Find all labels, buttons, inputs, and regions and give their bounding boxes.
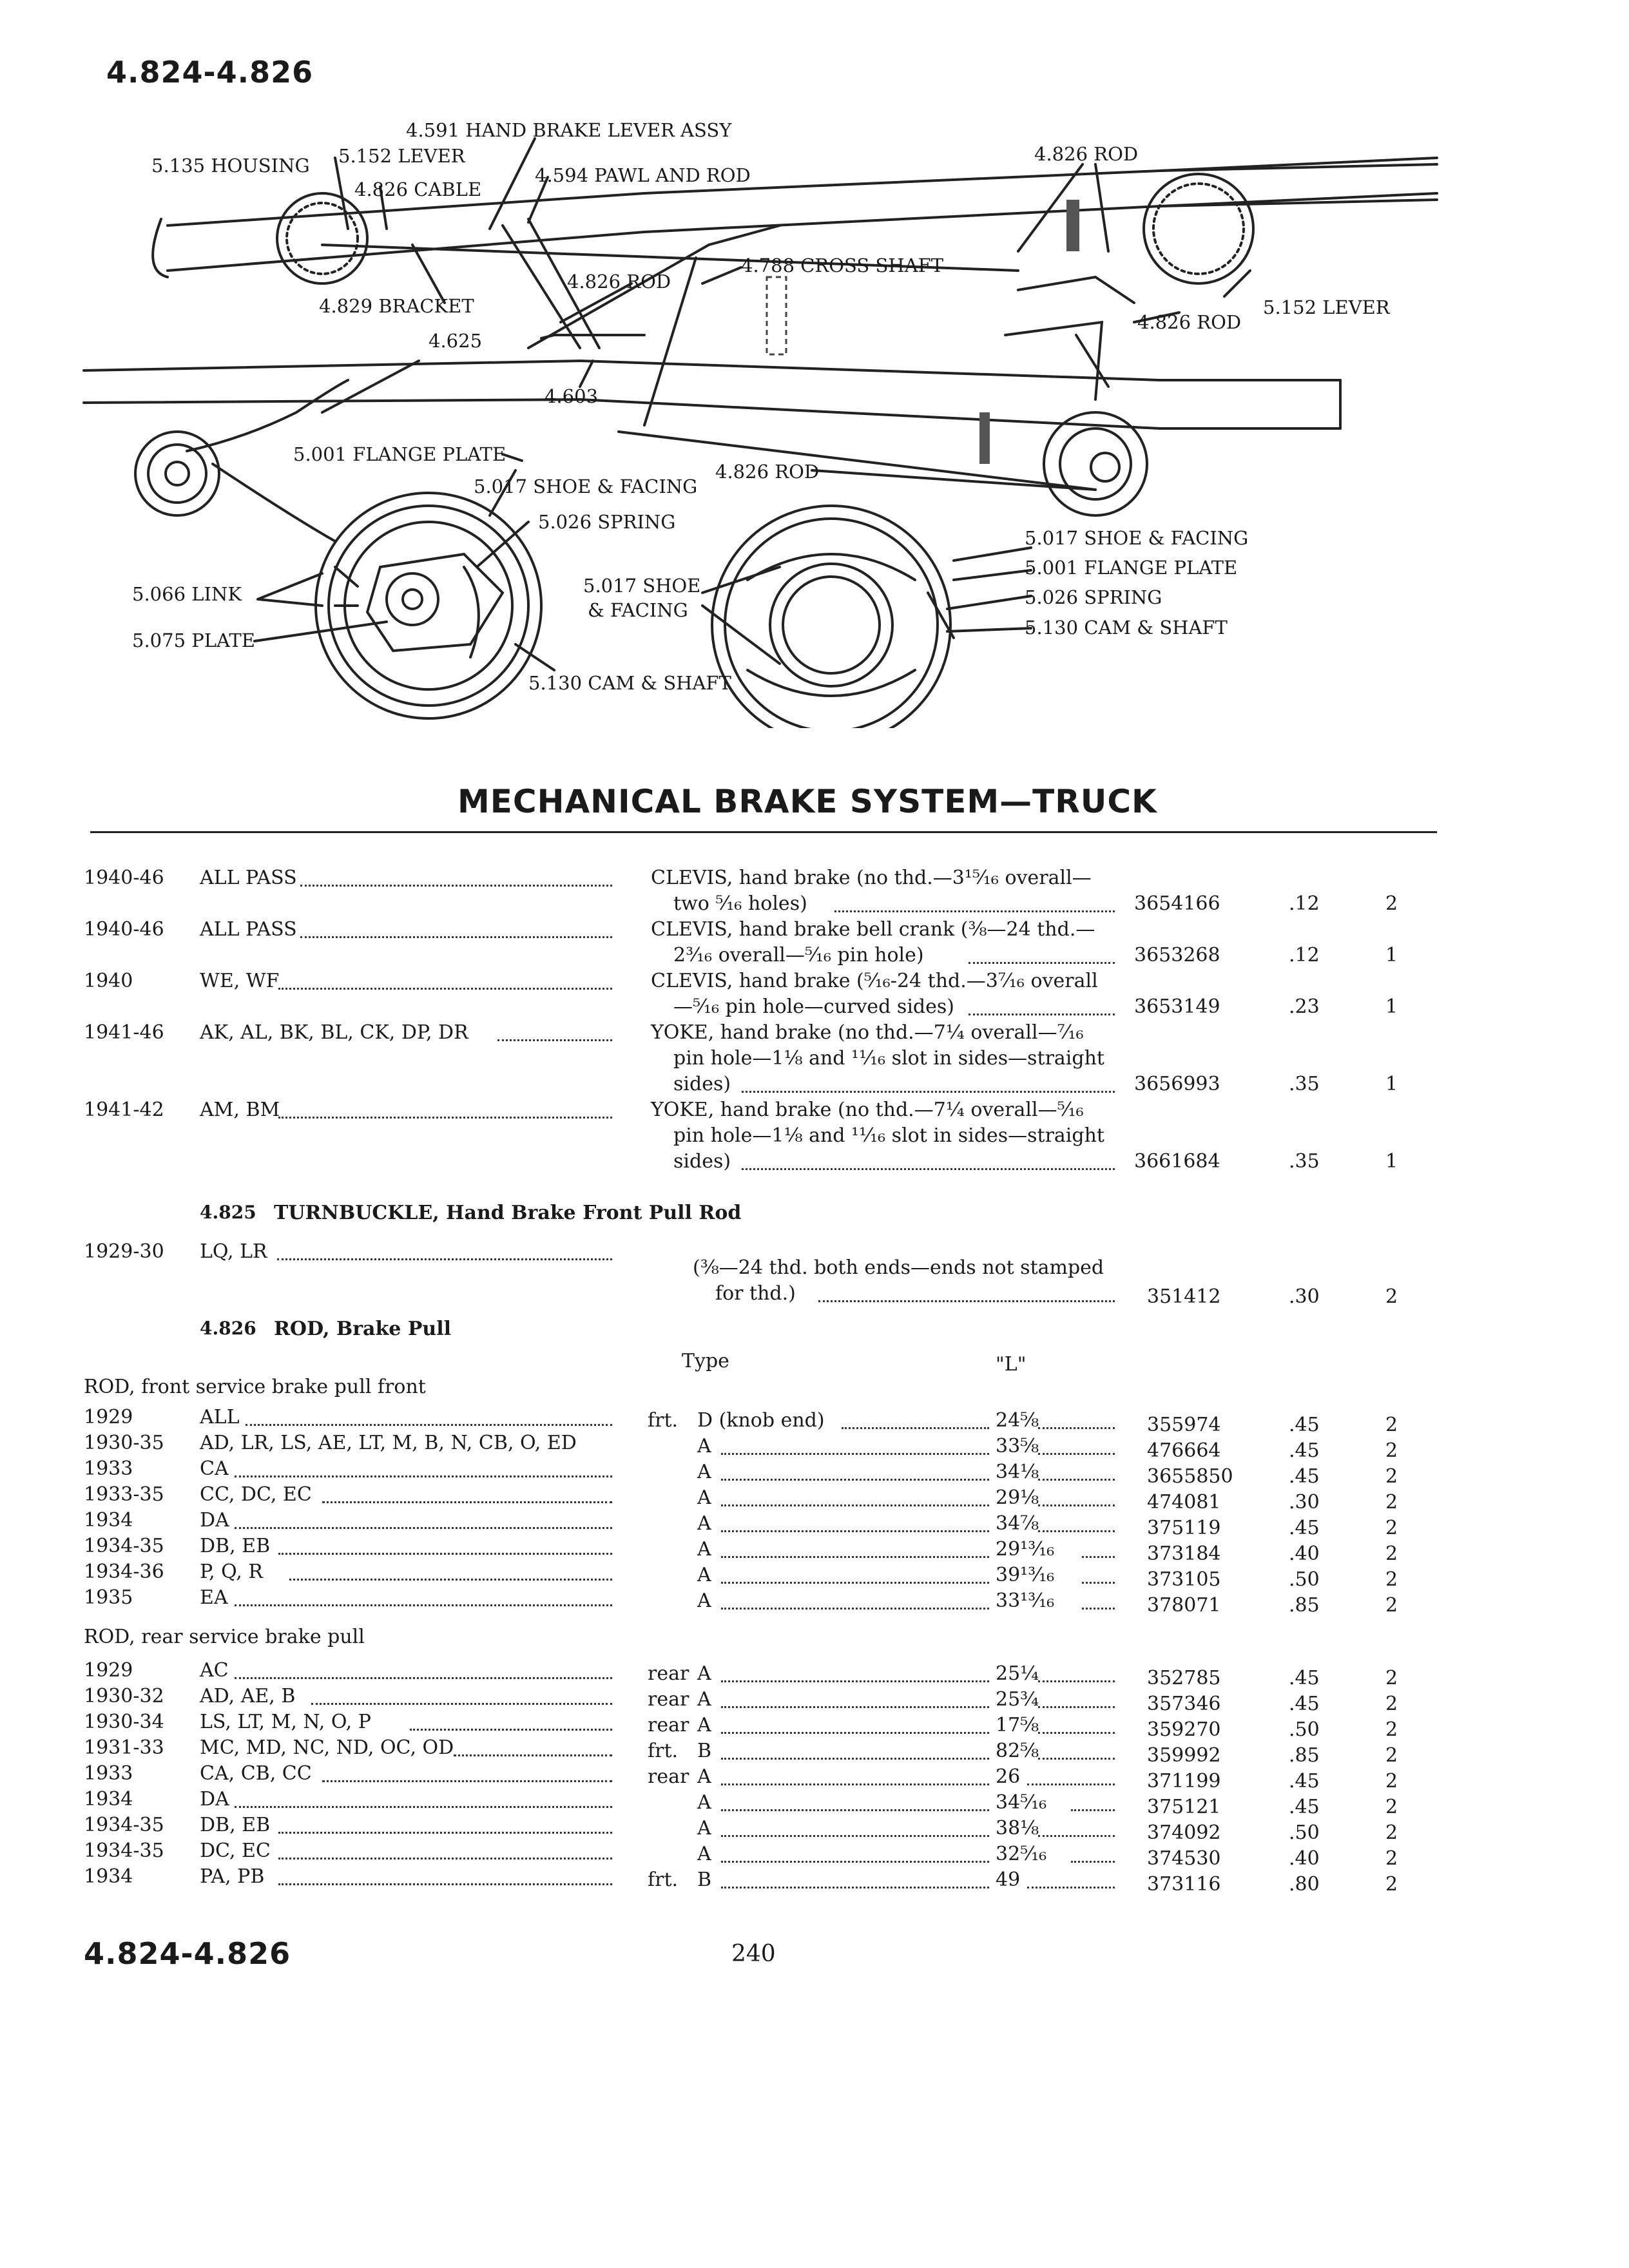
description-line: pin hole—1⅛ and ¹¹⁄₁₆ slot in sides—straight [673, 1047, 1104, 1070]
year-cell: 1929-30 [84, 1240, 164, 1263]
models-cell: MC, MD, NC, ND, OC, OD [200, 1736, 454, 1759]
price: .12 [1289, 892, 1320, 915]
callout-spring-left: 5.026 SPRING [538, 511, 676, 533]
price: .85 [1289, 1744, 1320, 1767]
length-cell: 26 [996, 1765, 1021, 1788]
dot-leader [721, 1835, 989, 1837]
models-cell: LS, LT, M, N, O, P [200, 1711, 371, 1733]
type-cell: A [697, 1817, 711, 1840]
subheading-code-4826: 4.826 [200, 1318, 256, 1339]
length-cell: 34⅛ [996, 1461, 1039, 1483]
part-number: 476664 [1147, 1439, 1221, 1462]
dot-leader [235, 1604, 612, 1606]
length-cell: 34⅞ [996, 1512, 1039, 1535]
length-cell: 33⅝ [996, 1435, 1039, 1457]
dot-leader [1038, 1835, 1115, 1837]
quantity: 2 [1385, 1770, 1398, 1792]
dot-leader [235, 1475, 612, 1477]
price: .35 [1289, 1073, 1320, 1095]
type-cell: A [697, 1538, 711, 1561]
models-cell: PA, PB [200, 1865, 265, 1888]
dot-leader [742, 1168, 1115, 1170]
quantity: 1 [1385, 995, 1398, 1018]
quantity: 2 [1385, 1465, 1398, 1488]
dot-leader [721, 1530, 989, 1532]
dot-leader [1038, 1427, 1115, 1429]
dot-leader [842, 1427, 989, 1429]
dot-leader [278, 1832, 612, 1834]
part-number: 378071 [1147, 1594, 1221, 1617]
type-cell: A [697, 1843, 711, 1865]
price: .23 [1289, 995, 1320, 1018]
part-number: 375119 [1147, 1517, 1221, 1539]
part-number: 359992 [1147, 1744, 1221, 1767]
column-header-L: "L" [996, 1353, 1027, 1376]
description-line: YOKE, hand brake (no thd.—7¼ overall—⁷⁄₁₆ [651, 1021, 1084, 1044]
models-cell: DC, EC [200, 1840, 271, 1862]
year-cell: 1930-34 [84, 1711, 164, 1733]
callout-4603: 4.603 [545, 385, 599, 407]
dot-leader [1038, 1732, 1115, 1734]
callout-bracket: 4.829 BRACKET [319, 295, 474, 317]
year-cell: 1929 [84, 1406, 133, 1428]
quantity: 2 [1385, 1847, 1398, 1870]
models-cell: LQ, LR [200, 1240, 267, 1263]
dot-leader [1071, 1861, 1115, 1863]
callout-4625: 4.625 [429, 330, 483, 352]
length-cell: 49 [996, 1869, 1021, 1891]
quantity: 2 [1385, 1414, 1398, 1436]
dot-leader [721, 1504, 989, 1506]
part-number: 3654166 [1134, 892, 1220, 915]
models-cell: DB, EB [200, 1814, 271, 1836]
type-cell: A [697, 1564, 711, 1586]
position-cell: frt. [648, 1740, 679, 1762]
length-cell: 39¹³⁄₁₆ [996, 1564, 1055, 1586]
dot-leader [721, 1608, 989, 1610]
callout-housing: 5.135 HOUSING [151, 155, 310, 177]
year-cell: 1941-46 [84, 1021, 164, 1044]
dot-leader [1027, 1783, 1115, 1785]
dot-leader [278, 1117, 612, 1119]
callout-facing-center: & FACING [588, 599, 688, 621]
dot-leader [721, 1479, 989, 1481]
price: .45 [1289, 1667, 1320, 1689]
part-number: 375121 [1147, 1796, 1221, 1818]
dot-leader [1038, 1758, 1115, 1760]
price: .45 [1289, 1465, 1320, 1488]
callout-flange-plate-right: 5.001 FLANGE PLATE [1025, 557, 1238, 579]
models-cell: DA [200, 1788, 229, 1811]
part-number: 355974 [1147, 1414, 1221, 1436]
dot-leader [742, 1091, 1115, 1093]
type-cell: A [697, 1765, 711, 1788]
callout-spring-right: 5.026 SPRING [1025, 586, 1162, 608]
models-cell: DB, EB [200, 1535, 271, 1557]
callout-cross-shaft: 4.788 CROSS SHAFT [741, 255, 944, 276]
part-number: 374092 [1147, 1821, 1221, 1844]
length-cell: 17⅝ [996, 1714, 1039, 1736]
dot-leader [300, 885, 612, 887]
part-number: 374530 [1147, 1847, 1221, 1870]
year-cell: 1935 [84, 1586, 133, 1609]
dot-leader [235, 1677, 612, 1679]
part-number: 359270 [1147, 1718, 1221, 1741]
dot-leader [721, 1453, 989, 1455]
dot-leader [969, 962, 1115, 964]
dot-leader [322, 1780, 612, 1782]
price: .50 [1289, 1821, 1320, 1844]
dot-leader [1082, 1582, 1115, 1584]
subheading-title-4826: ROD, Brake Pull [274, 1318, 451, 1340]
type-cell: A [697, 1512, 711, 1535]
dot-leader [278, 988, 612, 990]
year-cell: 1934 [84, 1509, 133, 1532]
price: .45 [1289, 1770, 1320, 1792]
front-rod-heading: ROD, front service brake pull front [84, 1376, 426, 1398]
dot-leader [1027, 1887, 1115, 1888]
part-number: 357346 [1147, 1693, 1221, 1715]
part-number: 373116 [1147, 1873, 1221, 1896]
length-cell: 34⁵⁄₁₆ [996, 1791, 1047, 1814]
type-cell: A [697, 1486, 711, 1509]
dot-leader [1038, 1530, 1115, 1532]
type-cell: B [697, 1740, 712, 1762]
dot-leader [278, 1858, 612, 1860]
position-cell: rear [648, 1765, 689, 1788]
quantity: 2 [1385, 1491, 1398, 1514]
models-cell: P, Q, R [200, 1561, 263, 1583]
callout-cam-shaft-right: 5.130 CAM & SHAFT [1025, 617, 1228, 639]
type-cell: A [697, 1435, 711, 1457]
subheading-title-4825: TURNBUCKLE, Hand Brake Front Pull Rod [274, 1202, 742, 1224]
price: .45 [1289, 1693, 1320, 1715]
models-cell: AK, AL, BK, BL, CK, DP, DR [200, 1021, 468, 1044]
description-line: sides) [673, 1150, 731, 1173]
callout-lever-left: 5.152 LEVER [338, 145, 465, 167]
part-number: 3661684 [1134, 1150, 1220, 1173]
page-header-code: 4.824-4.826 [106, 55, 314, 90]
callout-rod-bottom: 4.826 ROD [715, 461, 820, 483]
dot-leader [289, 1579, 612, 1581]
type-cell: A [697, 1662, 711, 1685]
dot-leader [721, 1887, 989, 1888]
dot-leader [1071, 1809, 1115, 1811]
dot-leader [721, 1706, 989, 1708]
length-cell: 82⅝ [996, 1740, 1039, 1762]
dot-leader [1038, 1479, 1115, 1481]
dot-leader [818, 1300, 1115, 1302]
type-cell: A [697, 1688, 711, 1711]
dot-leader [721, 1732, 989, 1734]
page-number: 240 [731, 1941, 776, 1967]
rear-rod-heading: ROD, rear service brake pull [84, 1626, 365, 1648]
dot-leader [721, 1758, 989, 1760]
price: .85 [1289, 1594, 1320, 1617]
year-cell: 1940 [84, 970, 133, 992]
page-footer-code: 4.824-4.826 [84, 1936, 291, 1971]
dot-leader [721, 1556, 989, 1558]
price: .30 [1289, 1285, 1320, 1308]
year-cell: 1941-42 [84, 1099, 164, 1121]
quantity: 1 [1385, 1073, 1398, 1095]
subheading-code-4825: 4.825 [200, 1202, 256, 1223]
models-cell: AD, LR, LS, AE, LT, M, B, N, CB, O, ED [200, 1432, 577, 1454]
callout-shoe-facing-right: 5.017 SHOE & FACING [1025, 527, 1249, 549]
dot-leader [721, 1582, 989, 1584]
quantity: 2 [1385, 1693, 1398, 1715]
price: .45 [1289, 1414, 1320, 1436]
description-line: CLEVIS, hand brake (no thd.—3¹⁵⁄₁₆ overall— [651, 867, 1092, 889]
year-cell: 1940-46 [84, 867, 164, 889]
length-cell: 24⅝ [996, 1409, 1039, 1432]
dot-leader [1082, 1556, 1115, 1558]
callout-plate: 5.075 PLATE [132, 629, 255, 651]
price: .80 [1289, 1873, 1320, 1896]
part-number: 3653268 [1134, 944, 1220, 966]
models-cell: WE, WF [200, 970, 280, 992]
description-line: —⁵⁄₁₆ pin hole—curved sides) [673, 995, 954, 1018]
part-number: 373184 [1147, 1542, 1221, 1565]
description-line: YOKE, hand brake (no thd.—7¼ overall—⁵⁄₁₆ [651, 1099, 1084, 1121]
dot-leader [1038, 1706, 1115, 1708]
price: .30 [1289, 1491, 1320, 1514]
description-line: CLEVIS, hand brake (⁵⁄₁₆-24 thd.—3⁷⁄₁₆ overall [651, 970, 1098, 992]
description-line: CLEVIS, hand brake bell crank (⅜—24 thd.— [651, 918, 1095, 941]
quantity: 2 [1385, 1594, 1398, 1617]
part-number: 351412 [1147, 1285, 1221, 1308]
length-cell: 29¹³⁄₁₆ [996, 1538, 1055, 1561]
callout-link: 5.066 LINK [132, 583, 242, 605]
dot-leader [721, 1809, 989, 1811]
part-number: 3653149 [1134, 995, 1220, 1018]
dot-leader [1038, 1504, 1115, 1506]
length-cell: 38⅛ [996, 1817, 1039, 1840]
part-number: 474081 [1147, 1491, 1221, 1514]
description-line: for thd.) [715, 1282, 796, 1305]
price: .45 [1289, 1439, 1320, 1462]
quantity: 2 [1385, 1517, 1398, 1539]
callout-hand-brake-lever-assy: 4.591 HAND BRAKE LEVER ASSY [406, 119, 732, 141]
description-line: sides) [673, 1073, 731, 1095]
price: .35 [1289, 1150, 1320, 1173]
year-cell: 1934-36 [84, 1561, 164, 1583]
callout-rod-right: 4.826 ROD [1137, 311, 1242, 333]
year-cell: 1934 [84, 1865, 133, 1888]
part-number: 3656993 [1134, 1073, 1220, 1095]
callout-flange-plate-left: 5.001 FLANGE PLATE [293, 443, 506, 465]
quantity: 2 [1385, 1718, 1398, 1741]
dot-leader [235, 1527, 612, 1529]
models-cell: DA [200, 1509, 229, 1532]
part-number: 371199 [1147, 1770, 1221, 1792]
type-cell: A [697, 1714, 711, 1736]
year-cell: 1933 [84, 1457, 133, 1480]
dot-leader [235, 1806, 612, 1808]
models-cell: ALL PASS [200, 867, 297, 889]
length-cell: 25¾ [996, 1688, 1039, 1711]
dot-leader [410, 1729, 612, 1731]
year-cell: 1930-32 [84, 1685, 164, 1707]
quantity: 2 [1385, 1285, 1398, 1308]
column-header-type: Type [682, 1350, 729, 1372]
models-cell: AM, BM [200, 1099, 280, 1121]
year-cell: 1933-35 [84, 1483, 164, 1506]
position-cell: frt. [648, 1409, 679, 1432]
dot-leader [322, 1501, 612, 1503]
type-cell: A [697, 1590, 711, 1612]
dot-leader [1082, 1608, 1115, 1610]
year-cell: 1934 [84, 1788, 133, 1811]
position-cell: rear [648, 1662, 689, 1685]
year-cell: 1934-35 [84, 1535, 164, 1557]
price: .45 [1289, 1796, 1320, 1818]
callout-rod-center: 4.826 ROD [567, 271, 671, 293]
price: .50 [1289, 1718, 1320, 1741]
dot-leader [721, 1783, 989, 1785]
dot-leader [969, 1014, 1115, 1015]
models-cell: AD, AE, B [200, 1685, 296, 1707]
quantity: 1 [1385, 944, 1398, 966]
dot-leader [497, 1039, 612, 1041]
price: .50 [1289, 1568, 1320, 1591]
year-cell: 1931-33 [84, 1736, 164, 1759]
description-line: two ⁵⁄₁₆ holes) [673, 892, 807, 915]
quantity: 2 [1385, 1744, 1398, 1767]
dot-leader [278, 1553, 612, 1555]
quantity: 2 [1385, 1667, 1398, 1689]
dot-leader [1038, 1453, 1115, 1455]
dot-leader [721, 1861, 989, 1863]
models-cell: AC [200, 1659, 229, 1682]
year-cell: 1934-35 [84, 1840, 164, 1862]
quantity: 2 [1385, 892, 1398, 915]
price: .40 [1289, 1847, 1320, 1870]
type-cell: B [697, 1869, 712, 1891]
dot-leader [721, 1680, 989, 1682]
length-cell: 29⅛ [996, 1486, 1039, 1509]
models-cell: CA, CB, CC [200, 1762, 312, 1785]
part-number: 3655850 [1147, 1465, 1233, 1488]
type-cell: D (knob end) [697, 1409, 825, 1432]
year-cell: 1929 [84, 1659, 133, 1682]
dot-leader [246, 1424, 612, 1426]
description-line: 2³⁄₁₆ overall—⁵⁄₁₆ pin hole) [673, 944, 924, 966]
price: .45 [1289, 1517, 1320, 1539]
models-cell: CA [200, 1457, 229, 1480]
dot-leader [454, 1754, 612, 1756]
price: .12 [1289, 944, 1320, 966]
position-cell: rear [648, 1714, 689, 1736]
dot-leader [277, 1258, 612, 1260]
quantity: 1 [1385, 1150, 1398, 1173]
models-cell: CC, DC, EC [200, 1483, 312, 1506]
page-title: MECHANICAL BRAKE SYSTEM—TRUCK [458, 783, 1157, 820]
quantity: 2 [1385, 1873, 1398, 1896]
description-line: (⅜—24 thd. both ends—ends not stamped [693, 1256, 1104, 1279]
quantity: 2 [1385, 1542, 1398, 1565]
callout-rod-top-right: 4.826 ROD [1034, 143, 1139, 165]
callout-shoe-facing-top: 5.017 SHOE & FACING [474, 476, 698, 497]
models-cell: ALL [200, 1406, 240, 1428]
callout-pawl-and-rod: 4.594 PAWL AND ROD [535, 164, 751, 186]
part-number: 373105 [1147, 1568, 1221, 1591]
models-cell: ALL PASS [200, 918, 297, 941]
position-cell: rear [648, 1688, 689, 1711]
part-number: 352785 [1147, 1667, 1221, 1689]
price: .40 [1289, 1542, 1320, 1565]
dot-leader [1038, 1680, 1115, 1682]
dot-leader [311, 1703, 612, 1705]
callout-shoe-center: 5.017 SHOE [583, 575, 701, 597]
quantity: 2 [1385, 1439, 1398, 1462]
quantity: 2 [1385, 1568, 1398, 1591]
length-cell: 33¹³⁄₁₆ [996, 1590, 1055, 1612]
dot-leader [300, 936, 612, 938]
quantity: 2 [1385, 1796, 1398, 1818]
quantity: 2 [1385, 1821, 1398, 1844]
length-cell: 25¼ [996, 1662, 1039, 1685]
callout-cable: 4.826 CABLE [354, 178, 482, 200]
models-cell: EA [200, 1586, 228, 1609]
dot-leader [278, 1883, 612, 1885]
dot-leader [834, 910, 1115, 912]
type-cell: A [697, 1461, 711, 1483]
callout-cam-shaft-left: 5.130 CAM & SHAFT [528, 672, 731, 694]
year-cell: 1934-35 [84, 1814, 164, 1836]
length-cell: 32⁵⁄₁₆ [996, 1843, 1047, 1865]
description-line: pin hole—1⅛ and ¹¹⁄₁₆ slot in sides—straight [673, 1124, 1104, 1147]
year-cell: 1930-35 [84, 1432, 164, 1454]
callout-lever-right: 5.152 LEVER [1263, 296, 1390, 318]
position-cell: frt. [648, 1869, 679, 1891]
type-cell: A [697, 1791, 711, 1814]
year-cell: 1940-46 [84, 918, 164, 941]
year-cell: 1933 [84, 1762, 133, 1785]
